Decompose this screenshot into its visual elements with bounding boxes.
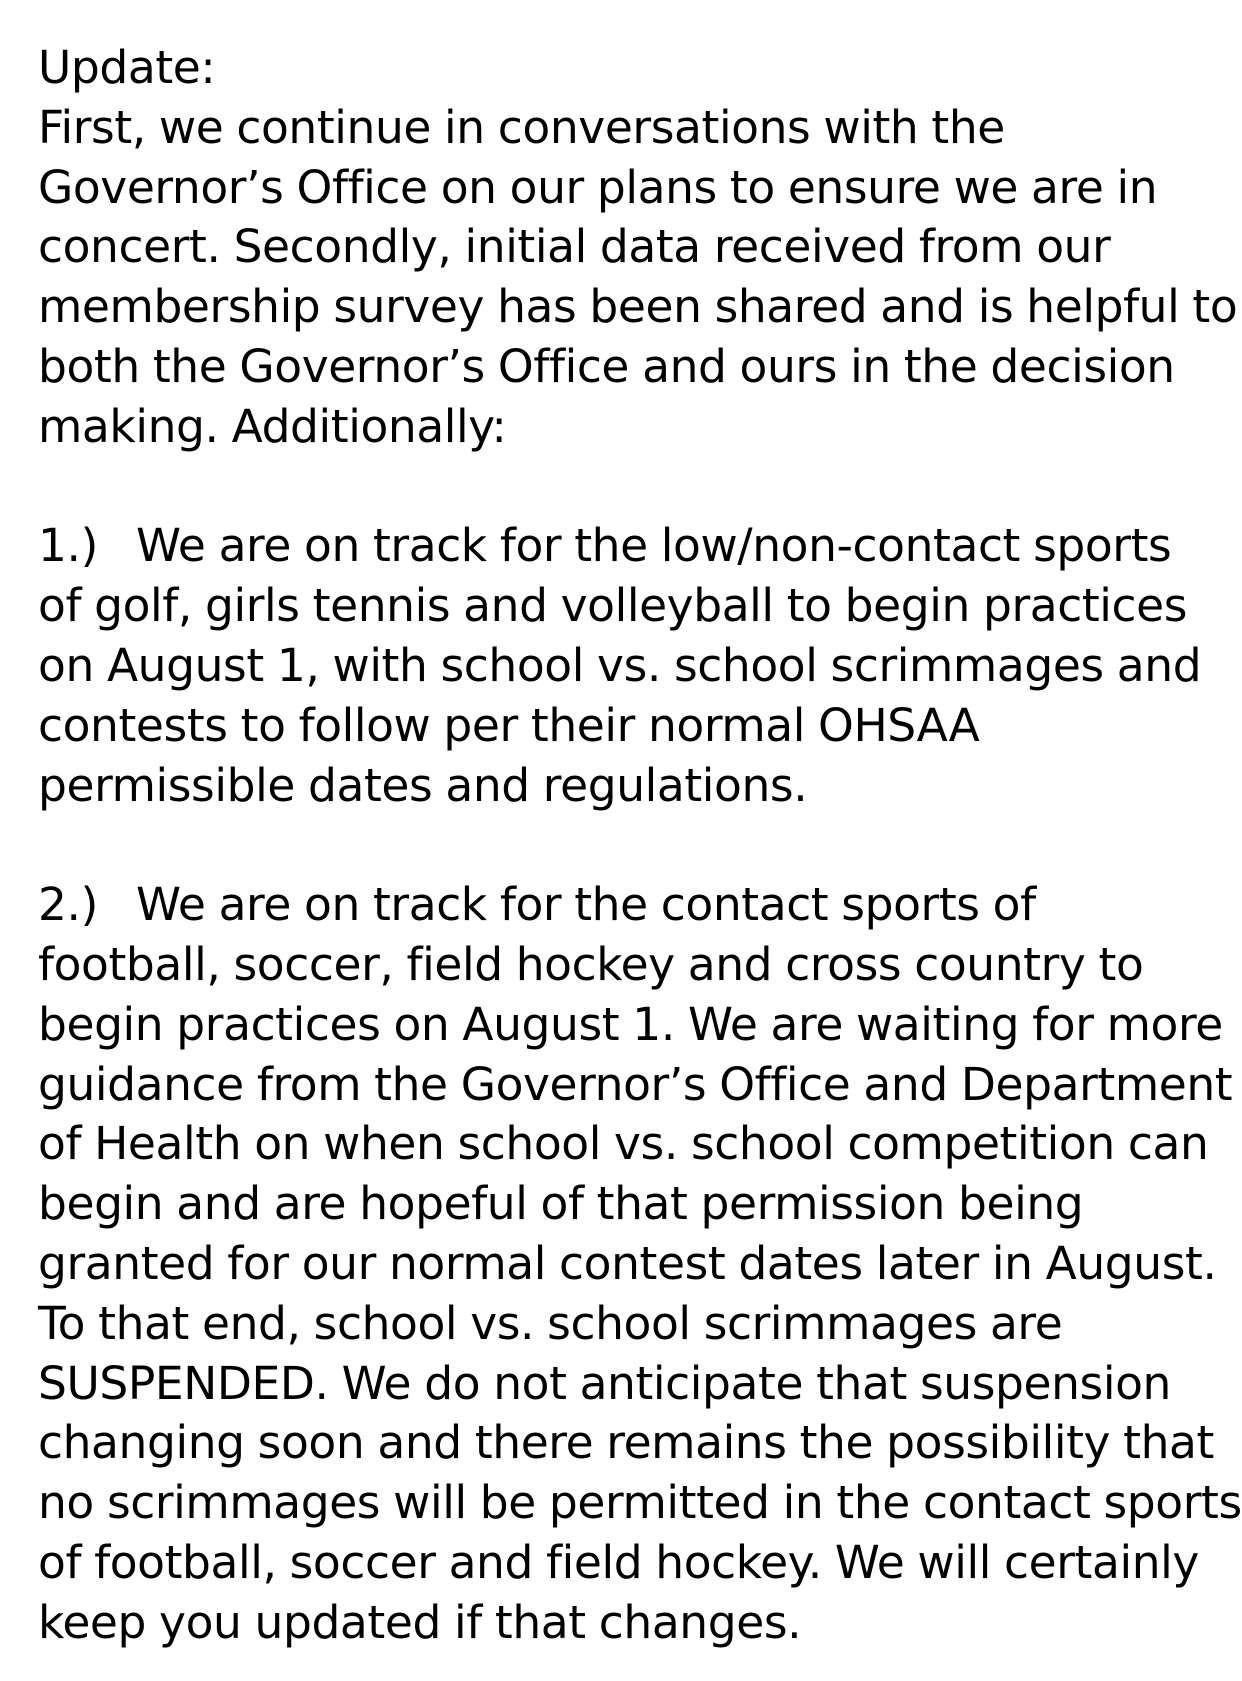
item-1-line: permissible dates and regulations. (38, 758, 808, 812)
item-2-line: of football, soccer and field hockey. We will certainly (38, 1535, 1199, 1589)
heading: Update: (38, 41, 216, 94)
item-2-line: SUSPENDED. We do not anticipate that suspension (38, 1356, 1171, 1410)
paragraph-gap (38, 457, 1228, 517)
intro-line: concert. Secondly, initial data received from our (38, 220, 1111, 274)
item-1-line: on August 1, with school vs. school scrimmages and (38, 638, 1202, 692)
item-1-line: of golf, girls tennis and volleyball to begin practices (38, 579, 1188, 633)
intro-line: membership survey has been shared and is helpful to (38, 280, 1238, 334)
intro-line: both the Governor’s Office and ours in the decision (38, 339, 1175, 393)
intro-line: Governor’s Office on our plans to ensure we are in (38, 160, 1158, 214)
paragraph-gap (38, 815, 1228, 875)
item-2-number: 2.) (38, 878, 98, 932)
item-2-first-line (38, 875, 1228, 935)
item-2-line: football, soccer, field hockey and cross country to (38, 937, 1144, 991)
item-2-line: keep you updated if that changes. (38, 1595, 802, 1649)
item-1-first-line (38, 516, 1228, 576)
intro-line: First, we continue in conversations with the (38, 100, 1005, 154)
item-2-line: changing soon and there remains the possibility that (38, 1416, 1214, 1470)
item-2-first-text: We are on track for the contact sports of (136, 878, 1036, 932)
item-2-line: granted for our normal contest dates later in August. (38, 1236, 1217, 1290)
item-2-line: begin and are hopeful of that permission being (38, 1177, 1084, 1231)
item-2-line: guidance from the Governor’s Office and Department (38, 1057, 1233, 1111)
item-1-first-text: We are on track for the low/non-contact sports (136, 519, 1172, 573)
item-1-number: 1.) (38, 519, 98, 573)
item-2-line: no scrimmages will be permitted in the contact sports (38, 1476, 1242, 1530)
item-2-line: To that end, school vs. school scrimmages are (38, 1296, 1063, 1350)
update-document (38, 38, 1242, 1653)
item-2-line: begin practices on August 1. We are waiting for more (38, 997, 1223, 1051)
intro-line: making. Additionally: (38, 399, 507, 453)
item-1-line: contests to follow per their normal OHSAA (38, 698, 980, 752)
item-2-line: of Health on when school vs. school competition can (38, 1117, 1209, 1171)
